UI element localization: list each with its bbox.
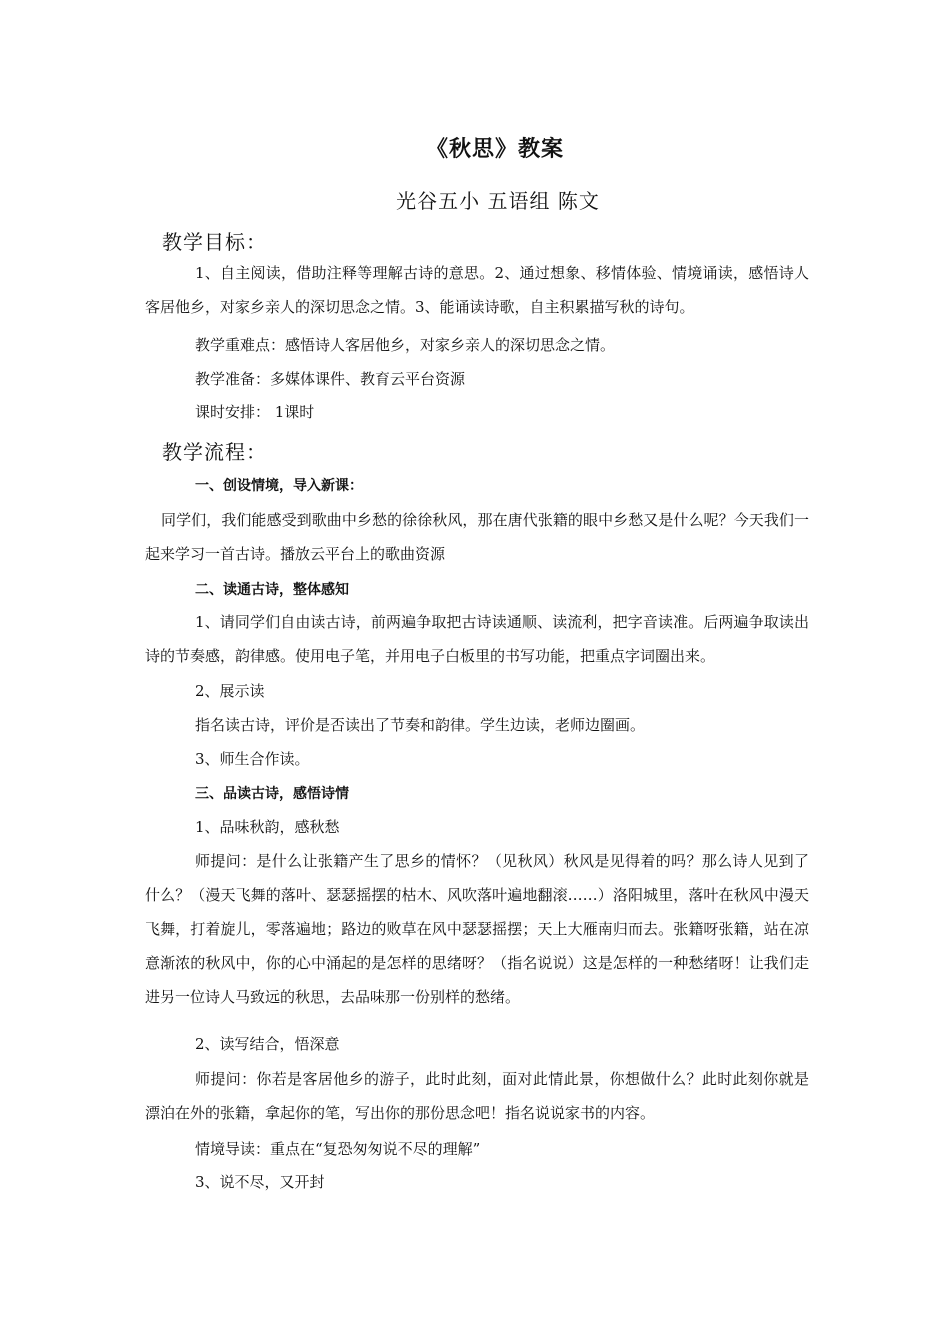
document-subtitle: 光谷五小 五语组 陈文 bbox=[396, 189, 600, 213]
schedule: 课时安排： 1课时 bbox=[195, 403, 315, 421]
section2-item2-detail: 指名读古诗，评价是否读出了节奏和韵律。学生边读，老师边圈画。 bbox=[195, 716, 646, 734]
section1-heading: 一、创设情境，导入新课： bbox=[195, 478, 363, 494]
section2-item3: 3、师生合作读。 bbox=[195, 750, 310, 768]
section3-item2-guide: 情境导读：重点在“复恐匆匆说不尽的理解” bbox=[195, 1140, 481, 1158]
section2-item2: 2、展示读 bbox=[195, 682, 265, 700]
preparation: 教学准备：多媒体课件、教育云平台资源 bbox=[195, 370, 466, 388]
section3-item2: 2、读写结合，悟深意 bbox=[195, 1035, 340, 1053]
document-title: 《秋思》教案 bbox=[425, 136, 564, 162]
section3-item2-text: 师提问：你若是客居他乡的游子，此时此刻，面对此情此景，你想做什么？此时此刻你就是漂泊在外的张籍，拿起你的笔，写出你的那份思念吧！指名说说家书的内容。 bbox=[145, 1070, 809, 1122]
section1-text: 同学们，我们能感受到歌曲中乡愁的徐徐秋风，那在唐代张籍的眼中乡愁又是什么呢？今天我们一起来学习一首古诗。播放云平台上的歌曲资源 bbox=[145, 511, 809, 563]
section3-item1: 1、品味秋韵，感秋愁 bbox=[195, 818, 340, 836]
section2-heading: 二、读通古诗，整体感知 bbox=[195, 582, 349, 598]
key-points: 教学重难点：感悟诗人客居他乡，对家乡亲人的深切思念之情。 bbox=[195, 336, 616, 354]
objectives-text: 1、自主阅读，借助注释等理解古诗的意思。2、通过想象、移情体验、情境诵读，感悟诗人客居他乡，对家乡亲人的深切思念之情。3、能诵读诗歌，自主积累描写秋的诗句。 bbox=[145, 264, 809, 316]
section3-item3: 3、说不尽，又开封 bbox=[195, 1173, 325, 1191]
section2-item1: 1、请同学们自由读古诗，前两遍争取把古诗读通顺、读流利，把字音读准。后两遍争取读出诗的节奏感，韵律感。使用电子笔，并用电子白板里的书写功能，把重点字词圈出来。 bbox=[145, 613, 809, 665]
process-heading: 教学流程： bbox=[162, 440, 267, 464]
objectives-heading: 教学目标： bbox=[162, 230, 267, 254]
section3-item1-text: 师提问：是什么让张籍产生了思乡的情怀？（见秋风）秋风是见得着的吗？那么诗人见到了什么？（漫天飞舞的落叶、瑟瑟摇摆的枯木、风吹落叶遍地翻滚……）洛阳城里，落叶在秋风中漫天飞舞，打着旋儿，零落遍地；路边的败草在风中瑟瑟摇摆；天上大雁南归而去。张籍呀张籍，站在凉意渐浓的秋风中，你的心中涌起的是怎样的思绪呀？（指名说说）这是怎样的一种愁绪呀！让我们走进另一位诗人马致远的秋思，去品味那一份别样的愁绪。 bbox=[145, 852, 809, 1006]
section3-heading: 三、品读古诗，感悟诗情 bbox=[195, 786, 349, 802]
